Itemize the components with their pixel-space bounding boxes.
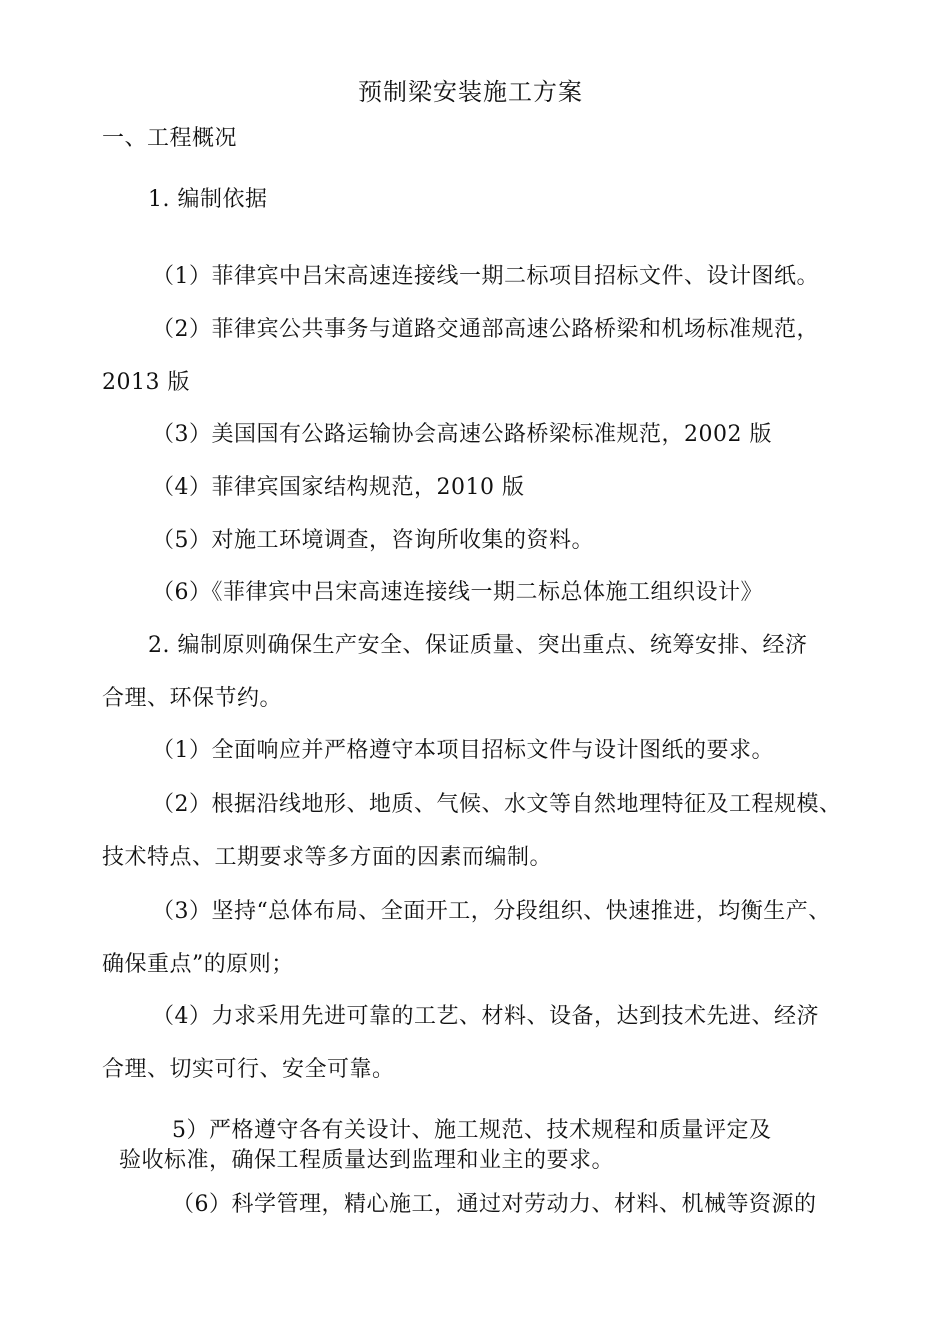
document-title: 预制梁安装施工方案 [358,78,583,106]
principle-item-continuation: 验收标准，确保工程质量达到监理和业主的要求。 [119,1148,615,1173]
subsection-heading: 2. 编制原则确保生产安全、保证质量、突出重点、统筹安排、经济 [148,633,808,658]
principle-item-continuation: 确保重点”的原则； [102,952,294,977]
basis-item: （3）美国国有公路运输协会高速公路桥梁标准规范，2002 版 [152,422,772,447]
principle-item: （1）全面响应并严格遵守本项目招标文件与设计图纸的要求。 [152,738,774,763]
basis-item: （4）菲律宾国家结构规范，2010 版 [152,475,525,500]
basis-item: （5）对施工环境调查，咨询所收集的资料。 [152,528,594,553]
principle-item-continuation: 技术特点、工期要求等多方面的因素而编制。 [102,845,553,870]
basis-item: （6）《菲律宾中吕宋高速连接线一期二标总体施工组织设计》 [152,580,763,605]
section-heading: 一、工程概况 [102,126,238,151]
principle-item: （6）科学管理，精心施工，通过对劳动力、材料、机械等资源的 [172,1192,817,1217]
principle-item: （4）力求采用先进可靠的工艺、材料、设备，达到技术先进、经济 [152,1004,819,1029]
principle-item-continuation: 合理、切实可行、安全可靠。 [102,1057,395,1082]
principle-item: （2）根据沿线地形、地质、气候、水文等自然地理特征及工程规模、 [152,792,842,817]
principle-item: （3）坚持“总体布局、全面开工，分段组织、快速推进，均衡生产、 [152,899,831,924]
basis-item-continuation: 2013 版 [102,370,190,395]
subsection-heading: 1. 编制依据 [148,187,268,212]
basis-item: （2）菲律宾公共事务与道路交通部高速公路桥梁和机场标准规范， [152,317,819,342]
basis-item: （1）菲律宾中吕宋高速连接线一期二标项目招标文件、设计图纸。 [152,264,819,289]
subsection-heading-continuation: 合理、环保节约。 [102,686,283,711]
principle-item: 5）严格遵守各有关设计、施工规范、技术规程和质量评定及 [172,1118,772,1143]
